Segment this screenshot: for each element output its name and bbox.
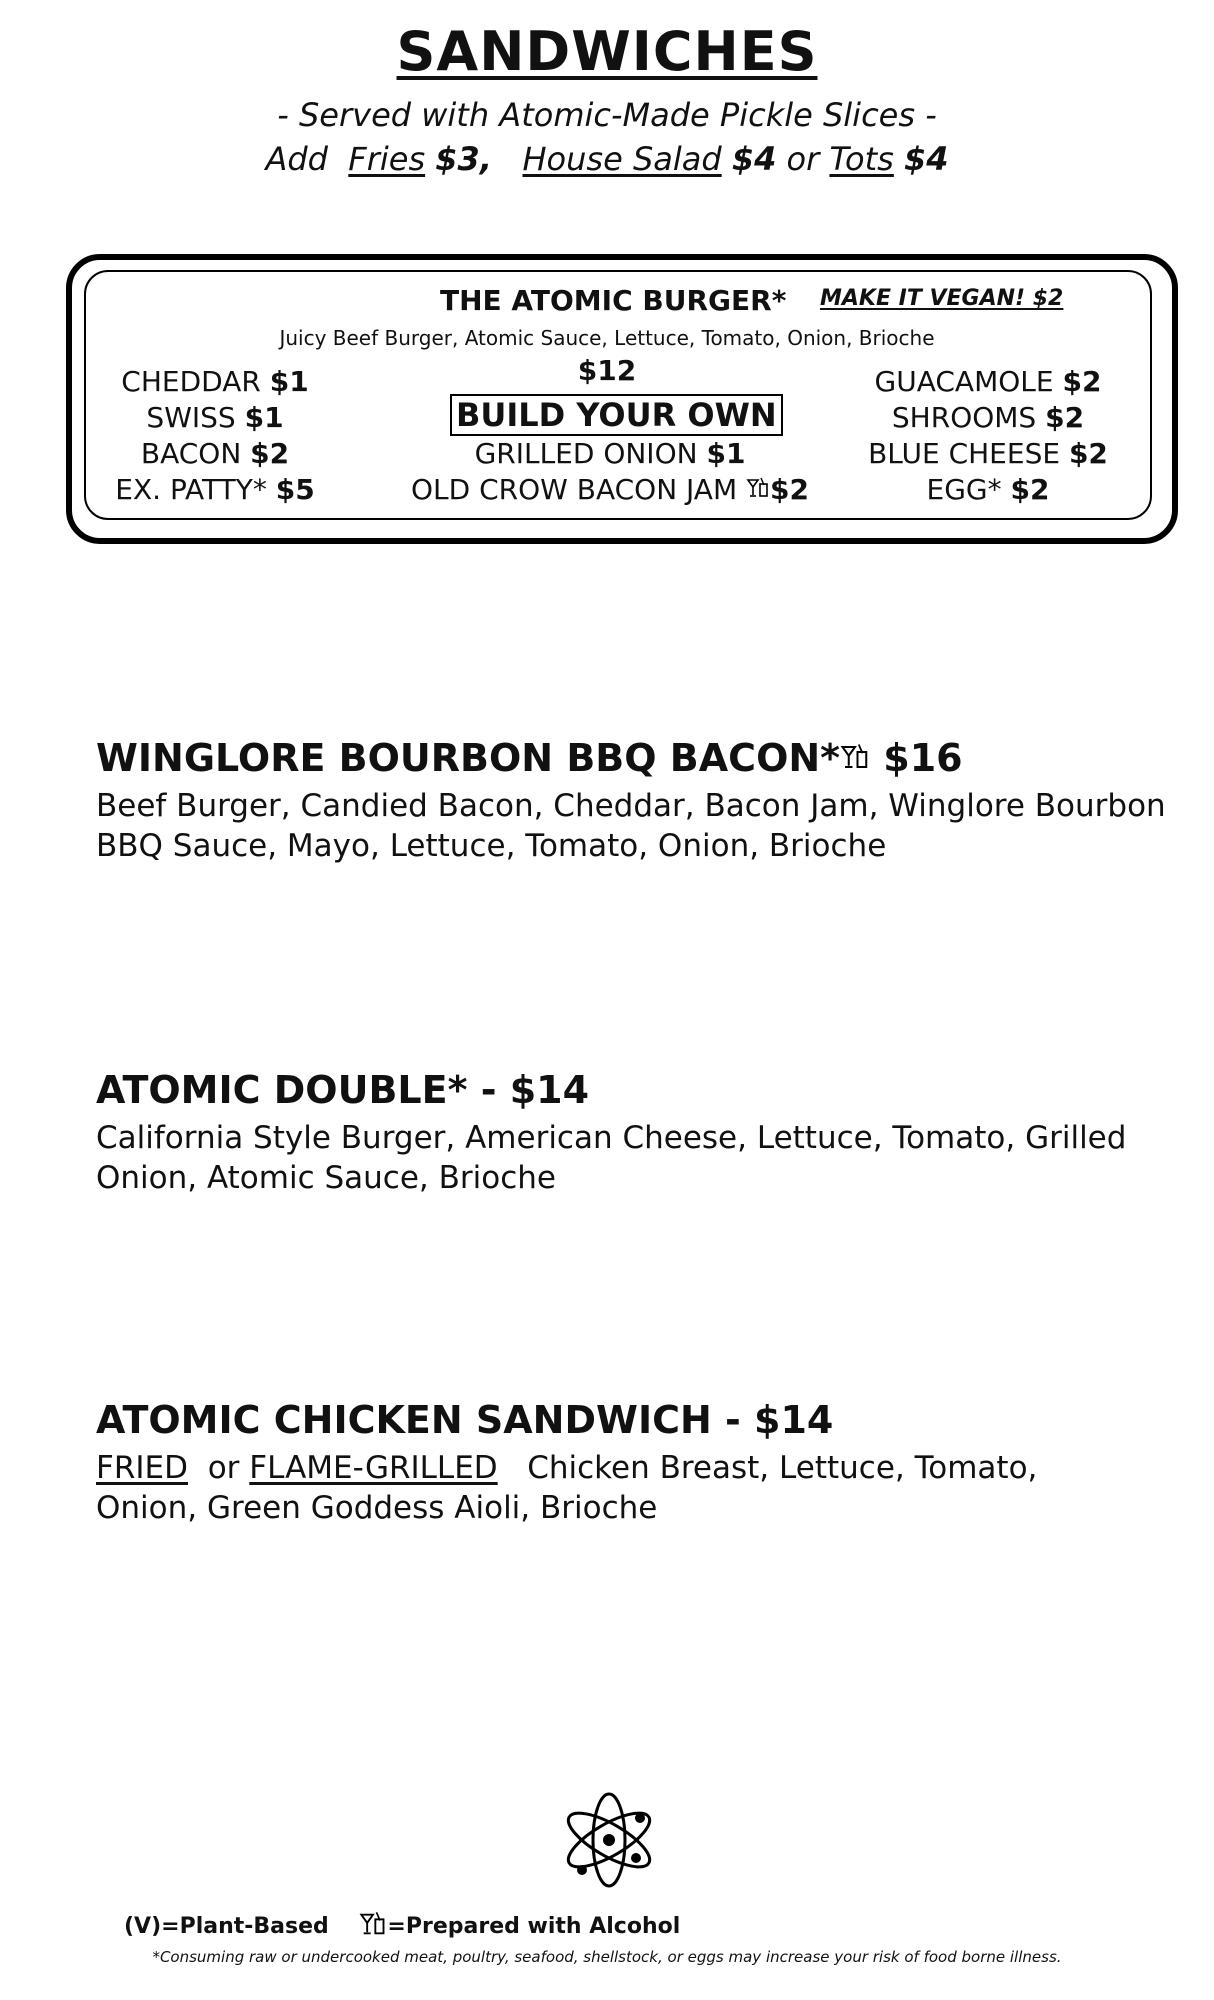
fries-label: Fries: [348, 140, 426, 178]
plant-based-legend: (V)=Plant-Based: [124, 1914, 329, 1939]
atomic-burger-price: $12: [577, 354, 637, 387]
addon-extra-patty: EX. PATTY* $5: [115, 473, 315, 506]
served-with-note: - Served with Atomic-Made Pickle Slices -: [277, 96, 937, 134]
cocktail-icon: [746, 473, 770, 509]
add-prefix: Add: [265, 140, 328, 178]
or-text: or: [786, 140, 820, 178]
addon-blue-cheese: BLUE CHEESE $2: [868, 437, 1108, 470]
alcohol-legend: =Prepared with Alcohol: [387, 1914, 681, 1939]
addons-right-column: [848, 364, 1128, 508]
addon-egg: EGG* $2: [926, 473, 1050, 506]
legend: [124, 1910, 680, 1944]
addon-bacon: BACON $2: [140, 437, 290, 470]
atomic-double-description: California Style Burger, American Cheese, Lettuce, Tomato, Grilled Onion, Atomic Sauce, Brioche: [96, 1120, 1127, 1196]
sides-line: [0, 140, 1214, 178]
option-fried: FRIED: [96, 1450, 188, 1486]
addon-cheddar: CHEDDAR $1: [121, 365, 309, 398]
cocktail-icon: [359, 1910, 387, 1944]
winglore-burger-description: Beef Burger, Candied Bacon, Cheddar, Bacon Jam, Winglore Bourbon BBQ Sauce, Mayo, Lettuce, Tomato, Onion, Brioche: [96, 788, 1166, 864]
build-your-own-label: BUILD YOUR OWN: [450, 394, 783, 436]
atomic-chicken-description: FRIED or FLAME-GRILLED Chicken Breast, Lettuce, Tomato, Onion, Green Goddess Aioli, Brioche: [96, 1450, 1038, 1526]
salad-label: House Salad: [522, 140, 722, 178]
tots-label: Tots: [829, 140, 894, 178]
addon-grilled-onion: GRILLED ONION $1: [474, 437, 746, 470]
atomic-chicken-title: ATOMIC CHICKEN SANDWICH - $14: [96, 1398, 834, 1442]
addon-bacon-jam: OLD CROW BACON JAM $2: [380, 472, 840, 509]
atomic-burger-description: Juicy Beef Burger, Atomic Sauce, Lettuce, Tomato, Onion, Brioche: [279, 326, 935, 350]
addon-swiss: SWISS $1: [146, 401, 284, 434]
salad-price: $4: [731, 140, 777, 178]
addon-guacamole: GUACAMOLE $2: [874, 365, 1102, 398]
food-safety-disclaimer: *Consuming raw or undercooked meat, poultry, seafood, shellstock, or eggs may increase your risk of food borne illness.: [152, 1948, 1062, 1966]
tots-price: $4: [904, 140, 949, 178]
page-title: SANDWICHES: [396, 20, 818, 83]
addon-shrooms: SHROOMS $2: [891, 401, 1085, 434]
winglore-burger-title: WINGLORE BOURBON BBQ BACON* $16: [96, 736, 963, 783]
addons-left-column: [100, 364, 330, 508]
fries-price: $3,: [435, 140, 492, 178]
make-it-vegan-note: MAKE IT VEGAN! $2: [820, 286, 1064, 311]
cocktail-icon: [840, 739, 870, 783]
addons-middle-column: [380, 436, 840, 509]
atomic-double-title: ATOMIC DOUBLE* - $14: [96, 1068, 590, 1112]
atomic-burger-title: THE ATOMIC BURGER*: [440, 284, 787, 317]
atom-icon: [560, 1790, 658, 1890]
option-flame-grilled: FLAME-GRILLED: [249, 1450, 498, 1486]
